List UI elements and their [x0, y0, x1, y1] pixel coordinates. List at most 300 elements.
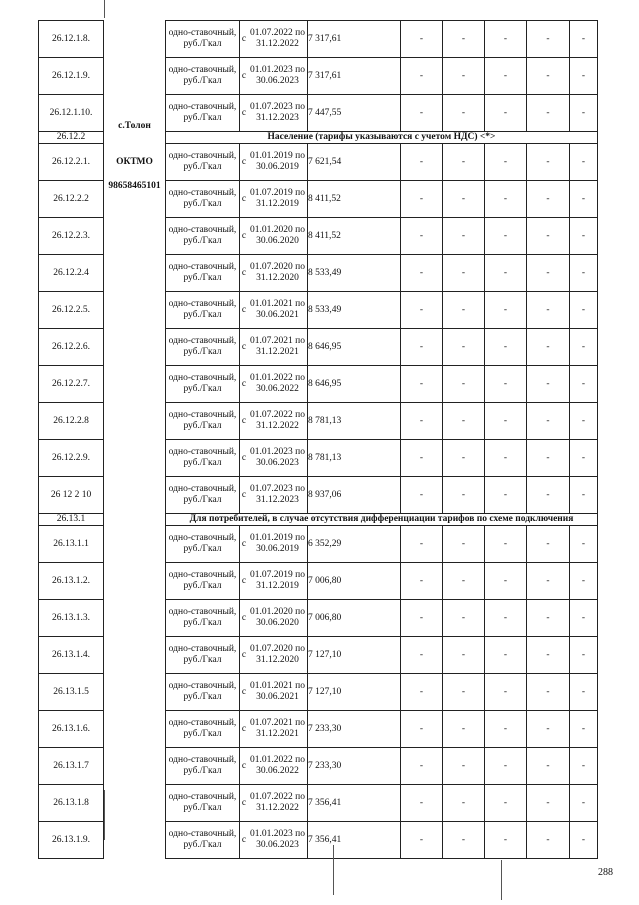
empty-value-cell: -: [570, 748, 598, 785]
tariff-value: 8 937,06: [308, 477, 401, 514]
empty-value-cell: -: [443, 600, 485, 637]
location-cell: [104, 366, 166, 403]
empty-value-cell: -: [485, 600, 527, 637]
tariff-value: 8 533,49: [308, 255, 401, 292]
period-dates: 01.01.2022 по 30.06.2022: [250, 755, 305, 776]
location-cell: [104, 329, 166, 366]
period-prefix: с: [241, 415, 247, 426]
empty-value-cell: -: [570, 440, 598, 477]
validity-period: [240, 440, 308, 477]
period-wrapper: [240, 829, 307, 851]
validity-period: [240, 181, 308, 218]
tariff-type: одно-ставочный, руб./Гкал: [166, 95, 240, 132]
period-wrapper: [240, 410, 307, 432]
location-cell: [104, 21, 166, 58]
validity-period: [240, 711, 308, 748]
period-dates: 01.07.2022 по 31.12.2022: [250, 410, 305, 431]
empty-value-cell: -: [485, 21, 527, 58]
row-code: 26.13.1.3.: [39, 600, 104, 637]
location-cell: [104, 132, 166, 144]
empty-value-cell: -: [485, 58, 527, 95]
empty-value-cell: -: [570, 95, 598, 132]
tariff-value: 8 646,95: [308, 329, 401, 366]
empty-value-cell: -: [443, 218, 485, 255]
table-row: [39, 403, 598, 440]
location-cell: [104, 255, 166, 292]
period-dates: 01.07.2023 по 31.12.2023: [250, 484, 305, 505]
row-code: 26.12.2.2: [39, 181, 104, 218]
period-dates: 01.01.2023 по 30.06.2023: [250, 829, 305, 850]
empty-value-cell: -: [401, 563, 443, 600]
empty-value-cell: -: [570, 785, 598, 822]
tariff-type: одно-ставочный, руб./Гкал: [166, 637, 240, 674]
table-row: [39, 477, 598, 514]
empty-value-cell: -: [527, 255, 570, 292]
table-row: [39, 822, 598, 859]
period-wrapper: [240, 336, 307, 358]
empty-value-cell: -: [485, 822, 527, 859]
empty-value-cell: -: [570, 292, 598, 329]
period-dates: 01.01.2022 по 30.06.2022: [250, 373, 305, 394]
empty-value-cell: -: [570, 329, 598, 366]
period-wrapper: [240, 533, 307, 555]
period-wrapper: [240, 225, 307, 247]
empty-value-cell: -: [527, 403, 570, 440]
period-dates: 01.07.2020 по 31.12.2020: [250, 644, 305, 665]
table-row: [39, 144, 598, 181]
validity-period: [240, 637, 308, 674]
period-dates: 01.01.2019 по 30.06.2019: [250, 533, 305, 554]
row-code: 26.13.1.7: [39, 748, 104, 785]
tariff-value: 7 317,61: [308, 58, 401, 95]
period-wrapper: [240, 262, 307, 284]
location-cell: [104, 674, 166, 711]
empty-value-cell: -: [527, 95, 570, 132]
period-wrapper: [240, 102, 307, 124]
period-wrapper: [240, 792, 307, 814]
tariff-value: 6 352,29: [308, 526, 401, 563]
empty-value-cell: -: [570, 144, 598, 181]
tariff-table-body: [39, 21, 598, 859]
row-code: 26.13.1.5: [39, 674, 104, 711]
row-code: 26.13.1: [39, 514, 104, 526]
tariff-value: 8 781,13: [308, 440, 401, 477]
tariff-type: одно-ставочный, руб./Гкал: [166, 440, 240, 477]
empty-value-cell: -: [443, 822, 485, 859]
period-wrapper: [240, 607, 307, 629]
tariff-type: одно-ставочный, руб./Гкал: [166, 329, 240, 366]
tariff-value: 8 533,49: [308, 292, 401, 329]
empty-value-cell: -: [570, 58, 598, 95]
row-code: 26.13.1.1: [39, 526, 104, 563]
tariff-type: одно-ставочный, руб./Гкал: [166, 181, 240, 218]
empty-value-cell: -: [485, 477, 527, 514]
period-wrapper: [240, 188, 307, 210]
period-wrapper: [240, 570, 307, 592]
empty-value-cell: -: [401, 403, 443, 440]
tariff-value: 7 006,80: [308, 600, 401, 637]
period-wrapper: [240, 755, 307, 777]
empty-value-cell: -: [527, 21, 570, 58]
validity-period: [240, 822, 308, 859]
table-row: [39, 366, 598, 403]
location-cell: [104, 637, 166, 674]
period-wrapper: [240, 151, 307, 173]
period-prefix: с: [241, 341, 247, 352]
empty-value-cell: -: [401, 144, 443, 181]
period-prefix: с: [241, 649, 247, 660]
location-cell: [104, 58, 166, 95]
empty-value-cell: -: [401, 255, 443, 292]
tariff-type: одно-ставочный, руб./Гкал: [166, 600, 240, 637]
tariff-value: 7 233,30: [308, 711, 401, 748]
scan-line: [104, 0, 105, 18]
empty-value-cell: -: [527, 637, 570, 674]
empty-value-cell: -: [401, 822, 443, 859]
empty-value-cell: -: [527, 477, 570, 514]
validity-period: [240, 526, 308, 563]
scan-line: [104, 790, 105, 840]
empty-value-cell: -: [570, 477, 598, 514]
validity-period: [240, 255, 308, 292]
tariff-type: одно-ставочный, руб./Гкал: [166, 711, 240, 748]
period-prefix: с: [241, 760, 247, 771]
empty-value-cell: -: [443, 21, 485, 58]
tariff-type: одно-ставочный, руб./Гкал: [166, 366, 240, 403]
validity-period: [240, 674, 308, 711]
row-code: 26 12 2 10: [39, 477, 104, 514]
tariff-type: одно-ставочный, руб./Гкал: [166, 144, 240, 181]
location-cell: [104, 785, 166, 822]
empty-value-cell: -: [485, 144, 527, 181]
tariff-type: одно-ставочный, руб./Гкал: [166, 255, 240, 292]
location-cell: [104, 292, 166, 329]
empty-value-cell: -: [401, 366, 443, 403]
table-row: [39, 526, 598, 563]
row-code: 26.12.2.8: [39, 403, 104, 440]
scan-line: [333, 845, 334, 895]
tariff-value: 7 621,54: [308, 144, 401, 181]
period-prefix: с: [241, 230, 247, 241]
empty-value-cell: -: [527, 144, 570, 181]
empty-value-cell: -: [401, 58, 443, 95]
empty-value-cell: -: [401, 674, 443, 711]
empty-value-cell: -: [527, 329, 570, 366]
period-dates: 01.01.2020 по 30.06.2020: [250, 607, 305, 628]
section-row: [39, 514, 598, 526]
period-wrapper: [240, 299, 307, 321]
tariff-value: 8 411,52: [308, 218, 401, 255]
tariff-value: 7 356,41: [308, 785, 401, 822]
empty-value-cell: -: [485, 403, 527, 440]
table-row: [39, 95, 598, 132]
validity-period: [240, 292, 308, 329]
tariff-type: одно-ставочный, руб./Гкал: [166, 292, 240, 329]
empty-value-cell: -: [443, 711, 485, 748]
empty-value-cell: -: [443, 292, 485, 329]
page-number: 288: [598, 867, 613, 878]
empty-value-cell: -: [570, 366, 598, 403]
empty-value-cell: -: [443, 674, 485, 711]
tariff-value: 7 447,55: [308, 95, 401, 132]
empty-value-cell: -: [401, 711, 443, 748]
location-cell: [104, 748, 166, 785]
row-code: 26.12.2.4: [39, 255, 104, 292]
table-row: [39, 329, 598, 366]
validity-period: [240, 144, 308, 181]
empty-value-cell: -: [570, 181, 598, 218]
empty-value-cell: -: [443, 526, 485, 563]
empty-value-cell: -: [570, 255, 598, 292]
empty-value-cell: -: [570, 403, 598, 440]
tariff-type: одно-ставочный, руб./Гкал: [166, 218, 240, 255]
empty-value-cell: -: [401, 21, 443, 58]
empty-value-cell: -: [527, 748, 570, 785]
table-row: [39, 218, 598, 255]
empty-value-cell: -: [401, 95, 443, 132]
empty-value-cell: -: [485, 674, 527, 711]
tariff-value: 7 006,80: [308, 563, 401, 600]
period-dates: 01.07.2021 по 31.12.2021: [250, 336, 305, 357]
location-cell: [104, 563, 166, 600]
empty-value-cell: -: [527, 600, 570, 637]
empty-value-cell: -: [527, 674, 570, 711]
section-heading: Для потребителей, в случае отсутствия дифференциации тарифов по схеме подключения: [166, 514, 598, 526]
empty-value-cell: -: [401, 181, 443, 218]
validity-period: [240, 477, 308, 514]
period-dates: 01.07.2020 по 31.12.2020: [250, 262, 305, 283]
empty-value-cell: -: [527, 711, 570, 748]
empty-value-cell: -: [401, 748, 443, 785]
empty-value-cell: -: [401, 477, 443, 514]
validity-period: [240, 58, 308, 95]
location-cell: [104, 218, 166, 255]
tariff-type: одно-ставочный, руб./Гкал: [166, 785, 240, 822]
empty-value-cell: -: [570, 822, 598, 859]
location-cell: [104, 477, 166, 514]
empty-value-cell: -: [485, 181, 527, 218]
period-prefix: с: [241, 686, 247, 697]
row-code: 26.13.1.6.: [39, 711, 104, 748]
empty-value-cell: -: [485, 366, 527, 403]
empty-value-cell: -: [443, 366, 485, 403]
period-dates: 01.07.2019 по 31.12.2019: [250, 570, 305, 591]
row-code: 26.12.2.9.: [39, 440, 104, 477]
empty-value-cell: -: [485, 711, 527, 748]
location-cell: [104, 514, 166, 526]
empty-value-cell: -: [401, 440, 443, 477]
period-dates: 01.07.2022 по 31.12.2022: [250, 28, 305, 49]
validity-period: [240, 785, 308, 822]
period-wrapper: [240, 65, 307, 87]
section-row: [39, 132, 598, 144]
location-cell: [104, 600, 166, 637]
validity-period: [240, 218, 308, 255]
period-dates: 01.01.2019 по 30.06.2019: [250, 151, 305, 172]
validity-period: [240, 21, 308, 58]
table-row: [39, 785, 598, 822]
empty-value-cell: -: [527, 58, 570, 95]
tariff-type: одно-ставочный, руб./Гкал: [166, 58, 240, 95]
row-code: 26.12.2.3.: [39, 218, 104, 255]
period-prefix: с: [241, 378, 247, 389]
empty-value-cell: -: [570, 600, 598, 637]
empty-value-cell: -: [401, 292, 443, 329]
empty-value-cell: -: [570, 526, 598, 563]
tariff-type: одно-ставочный, руб./Гкал: [166, 822, 240, 859]
empty-value-cell: -: [485, 440, 527, 477]
row-code: 26.12.2.6.: [39, 329, 104, 366]
tariff-value: 7 356,41: [308, 822, 401, 859]
table-row: [39, 255, 598, 292]
tariff-value: 8 646,95: [308, 366, 401, 403]
empty-value-cell: -: [443, 477, 485, 514]
row-code: 26.12.2.7.: [39, 366, 104, 403]
table-row: [39, 674, 598, 711]
location-cell: ОКТМО: [104, 144, 166, 181]
row-code: 26.13.1.2.: [39, 563, 104, 600]
period-prefix: с: [241, 267, 247, 278]
period-prefix: с: [241, 489, 247, 500]
period-wrapper: [240, 484, 307, 506]
period-wrapper: [240, 681, 307, 703]
empty-value-cell: -: [443, 144, 485, 181]
period-dates: 01.01.2021 по 30.06.2021: [250, 299, 305, 320]
empty-value-cell: -: [527, 218, 570, 255]
table-row: [39, 21, 598, 58]
period-dates: 01.07.2023 по 31.12.2023: [250, 102, 305, 123]
tariff-value: 7 317,61: [308, 21, 401, 58]
empty-value-cell: -: [443, 181, 485, 218]
period-dates: 01.01.2023 по 30.06.2023: [250, 447, 305, 468]
empty-value-cell: -: [485, 637, 527, 674]
row-code: 26.13.1.9.: [39, 822, 104, 859]
period-prefix: с: [241, 834, 247, 845]
validity-period: [240, 95, 308, 132]
location-cell: [104, 526, 166, 563]
period-prefix: с: [241, 612, 247, 623]
period-prefix: с: [241, 70, 247, 81]
row-code: 26.12.1.10.: [39, 95, 104, 132]
row-code: 26.12.1.8.: [39, 21, 104, 58]
scan-line: [501, 860, 502, 900]
empty-value-cell: -: [570, 711, 598, 748]
row-code: 26.12.2.1.: [39, 144, 104, 181]
empty-value-cell: -: [401, 329, 443, 366]
tariff-value: 8 781,13: [308, 403, 401, 440]
empty-value-cell: -: [443, 95, 485, 132]
tariff-value: 7 127,10: [308, 637, 401, 674]
period-prefix: с: [241, 538, 247, 549]
empty-value-cell: -: [527, 440, 570, 477]
table-row: [39, 181, 598, 218]
empty-value-cell: -: [570, 563, 598, 600]
tariff-type: одно-ставочный, руб./Гкал: [166, 563, 240, 600]
empty-value-cell: -: [570, 637, 598, 674]
tariff-type: одно-ставочный, руб./Гкал: [166, 21, 240, 58]
empty-value-cell: -: [401, 526, 443, 563]
period-prefix: с: [241, 575, 247, 586]
tariff-type: одно-ставочный, руб./Гкал: [166, 748, 240, 785]
row-code: 26.13.1.4.: [39, 637, 104, 674]
empty-value-cell: -: [443, 563, 485, 600]
period-wrapper: [240, 644, 307, 666]
period-prefix: с: [241, 193, 247, 204]
table-row: [39, 563, 598, 600]
row-code: 26.12.2: [39, 132, 104, 144]
tariff-value: 8 411,52: [308, 181, 401, 218]
period-wrapper: [240, 718, 307, 740]
period-dates: 01.07.2021 по 31.12.2021: [250, 718, 305, 739]
empty-value-cell: -: [527, 292, 570, 329]
empty-value-cell: -: [485, 95, 527, 132]
row-code: 26.13.1.8: [39, 785, 104, 822]
empty-value-cell: -: [527, 563, 570, 600]
empty-value-cell: -: [443, 440, 485, 477]
table-row: [39, 58, 598, 95]
period-prefix: с: [241, 107, 247, 118]
empty-value-cell: -: [527, 822, 570, 859]
empty-value-cell: -: [443, 58, 485, 95]
empty-value-cell: -: [570, 21, 598, 58]
empty-value-cell: -: [485, 563, 527, 600]
empty-value-cell: -: [570, 674, 598, 711]
period-dates: 01.01.2020 по 30.06.2020: [250, 225, 305, 246]
section-heading: Население (тарифы указываются с учетом НДС) <*>: [166, 132, 598, 144]
tariff-table: [38, 20, 598, 859]
location-cell: [104, 822, 166, 859]
empty-value-cell: -: [485, 785, 527, 822]
period-dates: 01.07.2022 по 31.12.2022: [250, 792, 305, 813]
empty-value-cell: -: [485, 292, 527, 329]
location-cell: [104, 711, 166, 748]
empty-value-cell: -: [527, 181, 570, 218]
table-row: [39, 711, 598, 748]
empty-value-cell: -: [527, 366, 570, 403]
empty-value-cell: -: [485, 748, 527, 785]
location-cell: [104, 440, 166, 477]
empty-value-cell: -: [443, 255, 485, 292]
period-wrapper: [240, 447, 307, 469]
empty-value-cell: -: [401, 600, 443, 637]
period-dates: 01.07.2019 по 31.12.2019: [250, 188, 305, 209]
empty-value-cell: -: [570, 218, 598, 255]
period-dates: 01.01.2023 по 30.06.2023: [250, 65, 305, 86]
empty-value-cell: -: [443, 403, 485, 440]
validity-period: [240, 329, 308, 366]
table-row: [39, 748, 598, 785]
row-code: 26.12.2.5.: [39, 292, 104, 329]
period-prefix: с: [241, 452, 247, 463]
empty-value-cell: -: [401, 785, 443, 822]
tariff-type: одно-ставочный, руб./Гкал: [166, 526, 240, 563]
validity-period: [240, 366, 308, 403]
period-prefix: с: [241, 797, 247, 808]
table-row: [39, 637, 598, 674]
table-row: [39, 440, 598, 477]
validity-period: [240, 563, 308, 600]
tariff-type: одно-ставочный, руб./Гкал: [166, 674, 240, 711]
period-prefix: с: [241, 304, 247, 315]
empty-value-cell: -: [527, 785, 570, 822]
empty-value-cell: -: [485, 255, 527, 292]
tariff-value: 7 127,10: [308, 674, 401, 711]
period-prefix: с: [241, 723, 247, 734]
empty-value-cell: -: [401, 637, 443, 674]
period-prefix: с: [241, 33, 247, 44]
table-row: [39, 600, 598, 637]
period-wrapper: [240, 28, 307, 50]
